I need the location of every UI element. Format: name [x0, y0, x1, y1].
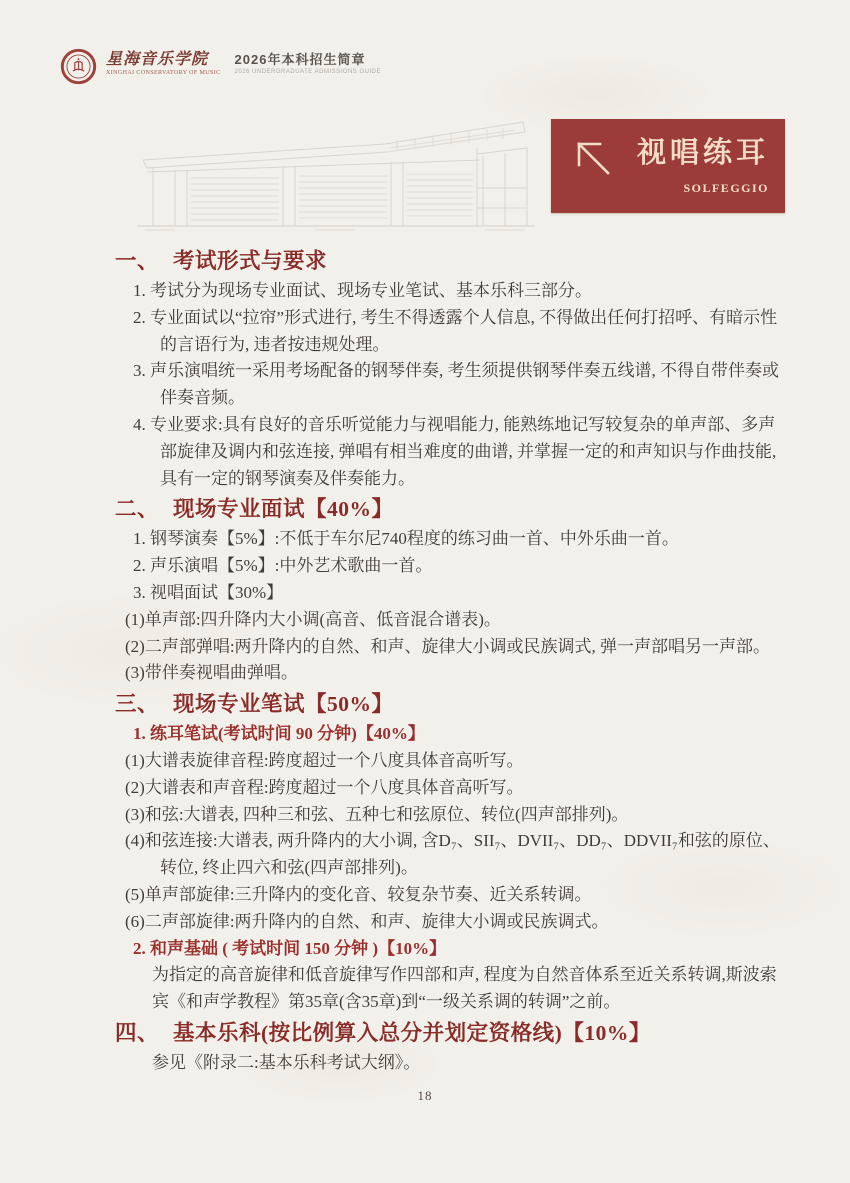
- list-item: 1. 钢琴演奏【5%】:不低于车尔尼740程度的练习曲一首、中外乐曲一首。: [133, 529, 679, 549]
- list-item: 1. 考试分为现场专业面试、现场专业笔试、基本乐科三部分。: [133, 281, 592, 300]
- section-title: 现场专业面试【40%】: [173, 497, 394, 522]
- section-title: 考试形式与要求: [173, 249, 328, 273]
- school-name-zh: 星海音乐学院: [106, 51, 209, 68]
- list-item: (2)二声部弹唱:两升降内的自然、和声、旋律大小调或民族调式, 弹一声部唱另一声部。: [125, 636, 771, 656]
- paragraph: 参见《附录二:基本乐科考试大纲》。: [152, 1052, 421, 1072]
- section-heading-3: [115, 690, 791, 719]
- page-header: [60, 48, 381, 85]
- list-item: 2. 专业面试以“拉帘”形式进行, 考生不得透露个人信息, 不得做出任何打招呼、有暗示性的言语行为, 违者按违规处理。: [133, 307, 778, 354]
- page-number: 18: [417, 1088, 433, 1103]
- guide-title-block: [235, 52, 381, 75]
- chapter-subtitle: SOLFEGGIO: [683, 181, 769, 195]
- guide-title-en: 2026 UNDERGRADUATE ADMISSIONS GUIDE: [234, 69, 381, 75]
- list-item: 4. 专业要求:具有良好的音乐听觉能力与视唱能力, 能熟练地记写较复杂的单声部、多声部旋律及调内和弦连接, 弹唱有相当难度的曲谱, 并掌握一定的和声知识与作曲技能, 具有一定的钢琴演奏及伴奏能力。: [133, 414, 777, 488]
- section-title: 现场专业笔试【50%】: [173, 692, 394, 717]
- list-item: (3)带伴奏视唱曲弹唱。: [125, 663, 298, 683]
- guide-title-zh: 2026年本科招生简章: [234, 52, 366, 67]
- chapter-title: 视唱练耳: [636, 137, 769, 169]
- building-illustration: [135, 108, 540, 243]
- school-name-block: [106, 51, 221, 76]
- arrow-up-left-icon: [573, 138, 615, 180]
- list-item: (6)二声部旋律:两升降内的自然、和声、旋律大小调或民族调式。: [125, 911, 609, 931]
- list-item: (3)和弦:大谱表, 四种三和弦、五种七和弦原位、转位(四声部排列)。: [125, 804, 629, 824]
- school-seal-logo: [60, 48, 97, 85]
- section-number: 四、: [115, 1020, 160, 1045]
- list-item: (5)单声部旋律:三升降内的变化音、较复杂节奏、近关系转调。: [125, 884, 592, 904]
- section-number: 二、: [115, 497, 160, 522]
- section-title: 基本乐科(按比例算入总分并划定资格线)【10%】: [173, 1020, 651, 1045]
- section-number: 三、: [115, 692, 160, 717]
- chapter-title-block: [637, 133, 769, 196]
- section-heading-2: [115, 495, 791, 524]
- section-heading-4: [115, 1019, 791, 1048]
- list-item: 3. 声乐演唱统一采用考场配备的钢琴伴奏, 考生须提供钢琴伴奏五线谱, 不得自带伴奏或伴奏音频。: [133, 361, 779, 408]
- list-item: 3. 视唱面试【30%】: [133, 582, 284, 602]
- school-name-en: XINGHAI CONSERVATORY OF MUSIC: [106, 70, 221, 76]
- chapter-banner: [551, 119, 785, 213]
- sub-heading: 2. 和声基础 ( 考试时间 150 分钟 )【10%】: [133, 938, 447, 958]
- list-item: (1)单声部:四升降内大小调(高音、低音混合谱表)。: [125, 609, 501, 629]
- list-item: (1)大谱表旋律音程:跨度超过一个八度具体音高听写。: [125, 750, 524, 770]
- section-heading-1: [115, 247, 791, 276]
- sub-heading: 1. 练耳笔试(考试时间 90 分钟)【40%】: [133, 724, 425, 744]
- section-number: 一、: [115, 249, 160, 273]
- content-body: [115, 244, 791, 1077]
- paragraph: 为指定的高音旋律和低音旋律写作四部和声, 程度为自然音体系至近关系转调,斯波索宾《和声学教程》第35章(含35章)到“一级关系调的转调”之前。: [152, 965, 777, 1012]
- list-item: (4)和弦连接:大谱表, 两升降内的大小调, 含D₇、SII₇、DVII₇、DD₇、DDVII₇和弦的原位、转位, 终止四六和弦(四声部排列)。: [125, 831, 780, 878]
- list-item: (2)大谱表和声音程:跨度超过一个八度具体音高听写。: [125, 777, 524, 797]
- list-item: 2. 声乐演唱【5%】:中外艺术歌曲一首。: [133, 556, 433, 576]
